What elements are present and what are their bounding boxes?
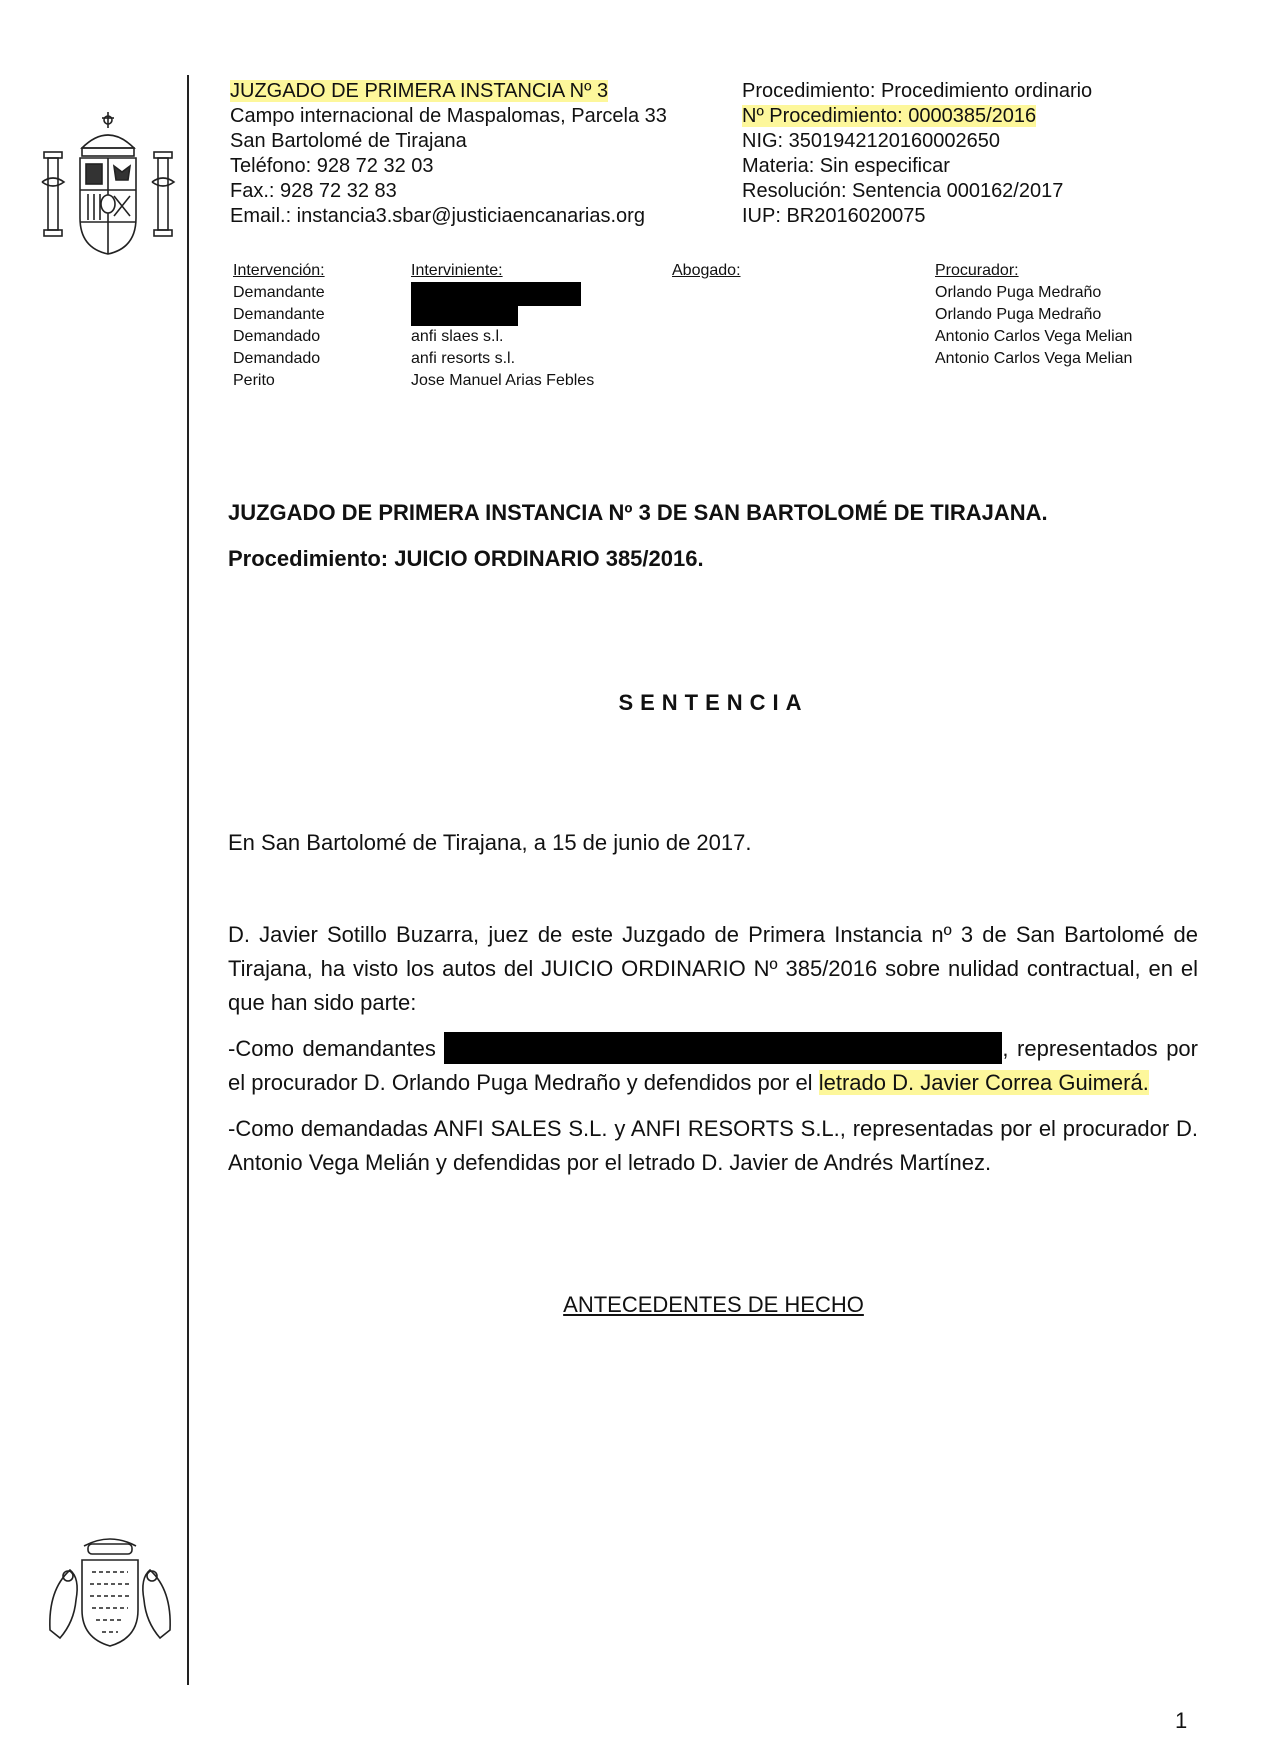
court-city: San Bartolomé de Tirajana (230, 130, 467, 152)
interviniente-cell: anfi resorts s.l. (411, 350, 516, 367)
court-address: Campo internacional de Maspalomas, Parcela 33 (230, 105, 667, 127)
court-phone: Teléfono: 928 72 32 03 (230, 155, 434, 177)
intervencion-cell: Demandante (233, 284, 325, 301)
case-iup: IUP: BR2016020075 (742, 205, 926, 227)
sentencia-heading: SENTENCIA (618, 690, 809, 715)
procurador-cell: Antonio Carlos Vega Melian (935, 328, 1133, 345)
case-header (742, 79, 1092, 229)
court-fax: Fax.: 928 72 32 83 (230, 180, 397, 202)
highlighted-lawyer: letrado D. Javier Correa Guimerá. (818, 1070, 1149, 1095)
paragraph-demandantes-start: -Como demandantes (228, 1036, 436, 1061)
intervencion-cell: Demandado (233, 328, 321, 345)
header-interviniente: Interviniente: (411, 262, 503, 279)
procurador-cell: Antonio Carlos Vega Melian (935, 350, 1133, 367)
case-resolucion: Resolución: Sentencia 000162/2017 (742, 180, 1064, 202)
procurador-cell: Orlando Puga Medraño (935, 284, 1102, 301)
court-title: JUZGADO DE PRIMERA INSTANCIA Nº 3 DE SAN BARTOLOMÉ DE TIRAJANA. (228, 500, 1048, 525)
intervencion-cell: Demandado (233, 350, 321, 367)
case-materia: Materia: Sin especificar (742, 155, 950, 177)
intervencion-cell: Perito (233, 372, 275, 389)
procedure-title: Procedimiento: JUICIO ORDINARIO 385/2016. (228, 546, 704, 571)
paragraph-demandantes (228, 1032, 1198, 1100)
interviniente-cell: Jose Manuel Arias Febles (411, 372, 595, 389)
canarias-coat-of-arms-icon (40, 1530, 180, 1655)
case-procedimiento: Procedimiento: Procedimiento ordinario (742, 80, 1093, 102)
date-line: En San Bartolomé de Tirajana, a 15 de junio de 2017. (228, 830, 752, 855)
case-numero: Nº Procedimiento: 0000385/2016 (742, 105, 1037, 127)
header-intervencion: Intervención: (233, 262, 325, 279)
paragraph-demandantes-middle: , representados por el procurador D. Orlando Puga Medraño y defendidos por el (228, 1036, 1198, 1095)
redaction-block (444, 1032, 1002, 1064)
redaction-block (411, 282, 581, 306)
spain-coat-of-arms-icon (38, 108, 178, 260)
court-name: JUZGADO DE PRIMERA INSTANCIA Nº 3 (230, 80, 609, 102)
case-nig: NIG: 3501942120160002650 (742, 130, 1001, 152)
court-email: Email.: instancia3.sbar@justiciaencanarias.org (230, 205, 645, 227)
header-procurador: Procurador: (935, 262, 1019, 279)
page-number: 1 (1175, 1708, 1188, 1733)
intervencion-cell: Demandante (233, 306, 325, 323)
paragraph-judge: D. Javier Sotillo Buzarra, juez de este Juzgado de Primera Instancia nº 3 de San Bartolomé de Tirajana, ha visto los autos del JUICIO ORDINARIO Nº 385/2016 sobre nulidad contractual, en el que han sido parte: (228, 922, 1198, 1015)
antecedentes-heading: ANTECEDENTES DE HECHO (563, 1292, 864, 1317)
redaction-block (411, 304, 518, 326)
body-text (228, 918, 1198, 1192)
procurador-cell: Orlando Puga Medraño (935, 306, 1102, 323)
court-header (230, 79, 667, 229)
header-abogado: Abogado: (672, 262, 741, 279)
margin-rule (187, 75, 189, 1685)
interviniente-cell: anfi slaes s.l. (411, 328, 504, 345)
paragraph-demandadas: -Como demandadas ANFI SALES S.L. y ANFI RESORTS S.L., representadas por el procurador D. Antonio Vega Melián y defendidas por el letrado D. Javier de Andrés Martínez. (228, 1116, 1198, 1175)
